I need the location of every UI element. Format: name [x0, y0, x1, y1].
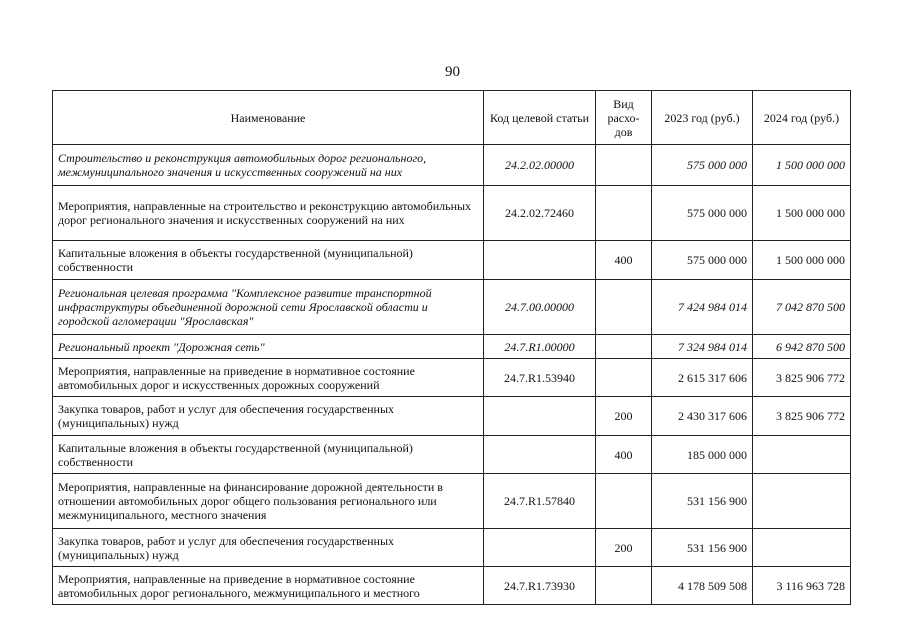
- cell-type: [596, 567, 652, 605]
- cell-2023: 2 615 317 606: [652, 359, 753, 397]
- cell-code: 24.7.00.00000: [484, 280, 596, 335]
- cell-2024: [753, 436, 851, 474]
- cell-code: [484, 529, 596, 567]
- cell-type: [596, 145, 652, 186]
- cell-name: Закупка товаров, работ и услуг для обеспечения государственных (муниципальных) нужд: [53, 529, 484, 567]
- table-row: [53, 436, 851, 474]
- cell-2023: 575 000 000: [652, 145, 753, 186]
- cell-type: [596, 186, 652, 241]
- cell-type: [596, 335, 652, 359]
- cell-2024: 6 942 870 500: [753, 335, 851, 359]
- cell-2023: 2 430 317 606: [652, 397, 753, 436]
- cell-name: Капитальные вложения в объекты государственной (муниципальной) собственности: [53, 241, 484, 280]
- cell-2023: 575 000 000: [652, 241, 753, 280]
- cell-2023: 7 324 984 014: [652, 335, 753, 359]
- cell-code: [484, 436, 596, 474]
- cell-type: 400: [596, 241, 652, 280]
- cell-code: 24.2.02.00000: [484, 145, 596, 186]
- table-row: [53, 397, 851, 436]
- cell-name: Закупка товаров, работ и услуг для обеспечения государственных (муниципальных) нужд: [53, 397, 484, 436]
- table-row: [53, 280, 851, 335]
- cell-2023: 575 000 000: [652, 186, 753, 241]
- cell-type: [596, 359, 652, 397]
- cell-code: 24.7.R1.00000: [484, 335, 596, 359]
- cell-type: 200: [596, 529, 652, 567]
- page-number: 90: [445, 64, 460, 80]
- cell-type: [596, 474, 652, 529]
- cell-code: [484, 241, 596, 280]
- cell-2023: 531 156 900: [652, 529, 753, 567]
- cell-2023: 4 178 509 508: [652, 567, 753, 605]
- cell-2024: 1 500 000 000: [753, 186, 851, 241]
- cell-name: Мероприятия, направленные на строительство и реконструкцию автомобильных дорог регионального значения и искусственных сооружений на них: [53, 186, 484, 241]
- cell-type: 200: [596, 397, 652, 436]
- cell-2024: [753, 474, 851, 529]
- cell-name: Региональная целевая программа "Комплексное развитие транспортной инфраструктуры объединенной дорожной сети Ярославской области и городской агломерации "Ярославская": [53, 280, 484, 335]
- cell-2024: 3 825 906 772: [753, 359, 851, 397]
- cell-2024: 3 825 906 772: [753, 397, 851, 436]
- table-row: [53, 359, 851, 397]
- header-2024: 2024 год (руб.): [753, 91, 851, 145]
- cell-type: 400: [596, 436, 652, 474]
- budget-table: [52, 90, 851, 605]
- header-name: Наименование: [53, 91, 484, 145]
- table-row: [53, 186, 851, 241]
- cell-code: 24.2.02.72460: [484, 186, 596, 241]
- cell-2023: 185 000 000: [652, 436, 753, 474]
- cell-2024: 3 116 963 728: [753, 567, 851, 605]
- header-2023: 2023 год (руб.): [652, 91, 753, 145]
- cell-2024: 7 042 870 500: [753, 280, 851, 335]
- cell-code: 24.7.R1.53940: [484, 359, 596, 397]
- cell-name: Региональный проект "Дорожная сеть": [53, 335, 484, 359]
- table-row: [53, 145, 851, 186]
- cell-name: Мероприятия, направленные на приведение в нормативное состояние автомобильных дорог и искусственных дорожных сооружений: [53, 359, 484, 397]
- table-row: [53, 241, 851, 280]
- cell-code: [484, 397, 596, 436]
- cell-type: [596, 280, 652, 335]
- table-row: [53, 567, 851, 605]
- cell-code: 24.7.R1.73930: [484, 567, 596, 605]
- cell-2024: 1 500 000 000: [753, 241, 851, 280]
- cell-name: Капитальные вложения в объекты государственной (муниципальной) собственности: [53, 436, 484, 474]
- cell-2024: 1 500 000 000: [753, 145, 851, 186]
- cell-name: Мероприятия, направленные на приведение в нормативное состояние автомобильных дорог регионального, межмуниципального и местного: [53, 567, 484, 605]
- table-row: [53, 474, 851, 529]
- table-row: [53, 529, 851, 567]
- cell-name: Мероприятия, направленные на финансирование дорожной деятельности в отношении автомобильных дорог общего пользования регионального или межмуниципального, местного значения: [53, 474, 484, 529]
- cell-2024: [753, 529, 851, 567]
- cell-code: 24.7.R1.57840: [484, 474, 596, 529]
- table-body: [53, 145, 851, 605]
- cell-name: Строительство и реконструкция автомобильных дорог регионального, межмуниципального значения и искусственных сооружений на них: [53, 145, 484, 186]
- table-header-row: [53, 91, 851, 145]
- table-row: [53, 335, 851, 359]
- header-code: Код целевой статьи: [484, 91, 596, 145]
- header-type: Вид расхо-дов: [596, 91, 652, 145]
- cell-2023: 7 424 984 014: [652, 280, 753, 335]
- cell-2023: 531 156 900: [652, 474, 753, 529]
